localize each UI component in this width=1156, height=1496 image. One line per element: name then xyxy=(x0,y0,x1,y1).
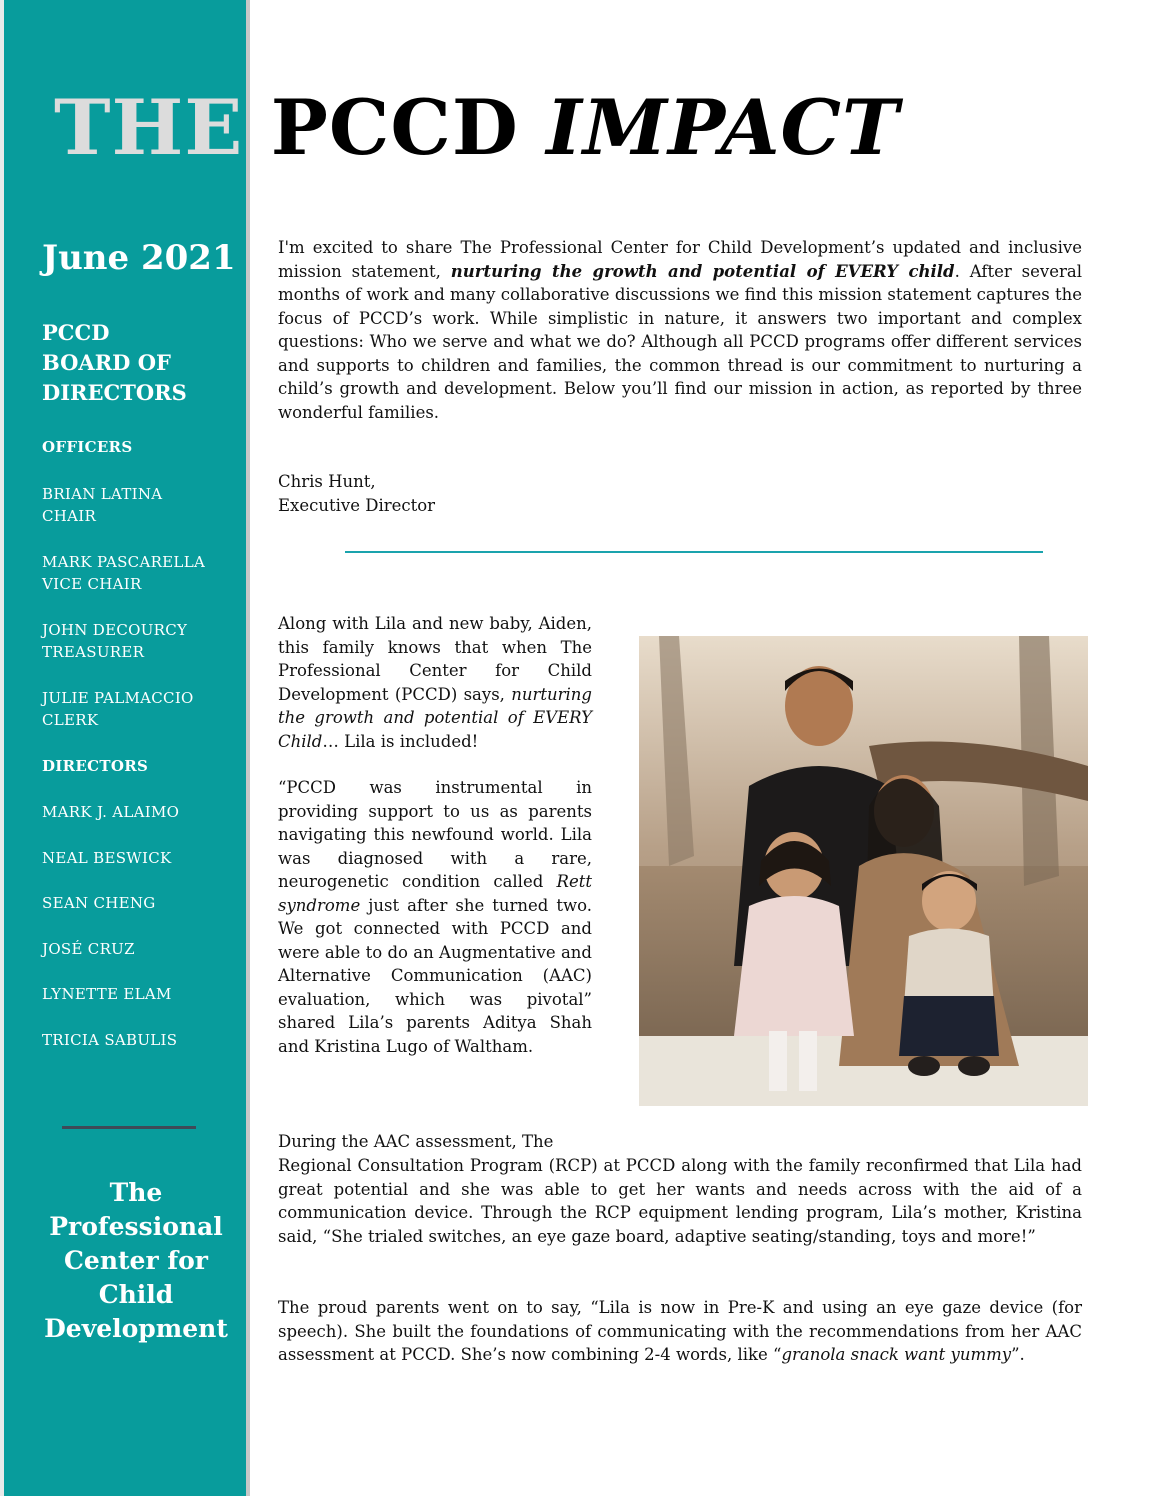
title-the: THE xyxy=(54,83,244,172)
officer-entry xyxy=(42,687,194,731)
newsletter-title xyxy=(54,83,900,172)
signoff xyxy=(278,470,435,518)
sidebar-divider xyxy=(62,1126,196,1129)
director-name: TRICIA SABULIS xyxy=(42,1031,178,1049)
story-text: ”. xyxy=(1011,1345,1025,1364)
officer-role: CLERK xyxy=(42,711,99,729)
org-name-line: Professional xyxy=(49,1212,223,1241)
mission-statement: nurturing the growth and potential of EVERY child xyxy=(450,261,955,281)
story-paragraph xyxy=(278,612,592,753)
intro-text: . After several months of work and many collaborative discussions we find this mission statement captures the focus of PCCD’s work. While simplistic in nature, it answers two important and complex questions: Who we serve and what we do? Although all PCCD programs offer different services and supports to children and families, the common thread is our commitment to nurturing a child’s growth and development. Below you’ll find our mission in action, as reported by three wonderful families. xyxy=(278,261,1082,422)
officer-name: BRIAN LATINA xyxy=(42,485,163,503)
story-text: … Lila is included! xyxy=(322,731,479,751)
family-photo-illustration xyxy=(639,636,1088,1106)
signature-title: Executive Director xyxy=(278,496,436,515)
story-text: “PCCD was instrumental in providing support to us as parents navigating this newfound world. Lila was diagnosed with a rare, neurogenetic condition called xyxy=(278,778,592,891)
org-name-line: The xyxy=(109,1178,163,1207)
officer-role: VICE CHAIR xyxy=(42,575,142,593)
intro-paragraph xyxy=(278,236,1082,424)
director-name: NEAL BESWICK xyxy=(42,849,172,867)
story-italic: nurturing the growth and potential of EVERY Child xyxy=(278,684,592,751)
section-divider xyxy=(345,551,1043,553)
story-text: just after she turned two. We got connected with PCCD and were able to do an Augmentative and Alternative Communication (AAC) evaluation, which was pivotal” shared Lila’s parents Aditya Shah and Kristina Lugo of Waltham. xyxy=(278,895,592,1056)
story-paragraph xyxy=(278,1296,1082,1367)
board-heading xyxy=(42,318,222,408)
organization-name xyxy=(18,1176,254,1346)
officer-role: CHAIR xyxy=(42,507,97,525)
title-impact: IMPACT xyxy=(546,83,900,172)
story-paragraph xyxy=(278,776,592,1058)
intro-text: I'm excited to share The Professional Center for Child Development’s updated and inclusive mission statement, xyxy=(278,238,1082,281)
board-heading-line: PCCD xyxy=(42,320,110,345)
title-pccd: PCCD xyxy=(270,83,519,172)
director-name: JOSÉ CRUZ xyxy=(42,940,135,958)
officers-heading: OFFICERS xyxy=(42,438,133,456)
directors-heading: DIRECTORS xyxy=(42,757,149,775)
org-name-line: Development xyxy=(44,1314,228,1343)
story-line: During the AAC assessment, The xyxy=(278,1132,554,1151)
board-heading-line: BOARD OF xyxy=(42,350,171,375)
signature-name: Chris Hunt, xyxy=(278,472,376,491)
officer-entry xyxy=(42,619,187,663)
org-name-line: Child xyxy=(98,1280,174,1309)
story-column xyxy=(278,612,592,1081)
org-name-line: Center for xyxy=(64,1246,208,1275)
director-name: SEAN CHENG xyxy=(42,894,156,912)
story-italic: Rett syndrome xyxy=(278,872,592,915)
family-photo xyxy=(639,636,1088,1106)
officer-role: TREASURER xyxy=(42,643,145,661)
story-paragraph: Regional Consultation Program (RCP) at PCCD along with the family reconfirmed that Lila had great potential and she was able to get her wants and needs across with the aid of a communication device. Through the RCP equipment lending program, Lila’s mother, Kristina said, “She trialed switches, an eye gaze board, adaptive seating/standing, toys and more!” xyxy=(278,1156,1082,1246)
officer-entry xyxy=(42,483,162,527)
board-heading-line: DIRECTORS xyxy=(42,380,187,405)
story-italic: granola snack want yummy xyxy=(781,1345,1012,1364)
officer-name: MARK PASCARELLA xyxy=(42,553,206,571)
director-name: MARK J. ALAIMO xyxy=(42,803,180,821)
officer-entry xyxy=(42,551,205,595)
officer-name: JOHN DECOURCY xyxy=(42,621,188,639)
officer-name: JULIE PALMACCIO xyxy=(42,689,194,707)
story-text: The proud parents went on to say, “Lila is now in Pre-K and using an eye gaze device (for speech). She built the foundations of communicating with the recommendations from her AAC assessment at PCCD. She’s now combining 2-4 words, like “ xyxy=(278,1298,1082,1364)
story-text: Along with Lila and new baby, Aiden, this family knows that when The Professional Center for Child Development (PCCD) says, xyxy=(278,614,592,704)
issue-date: June 2021 xyxy=(42,238,236,278)
director-name: LYNETTE ELAM xyxy=(42,985,172,1003)
